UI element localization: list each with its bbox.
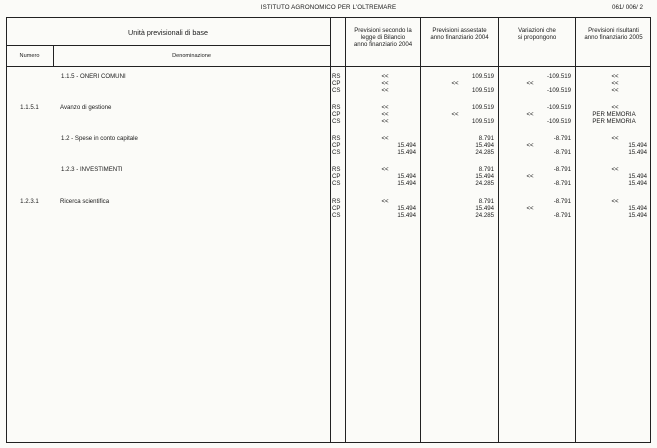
cell-variazioni: -8.791	[553, 212, 571, 220]
cell-prev-bilancio: 15.494	[397, 212, 416, 220]
cell-prev-bilancio: <<	[381, 118, 389, 126]
row-numero: 1.2.3.1	[20, 198, 39, 205]
upb-header: Unità previsionali di base	[128, 28, 208, 37]
cell-prev-bilancio: <<	[381, 87, 389, 95]
denominazione-header: Denominazione	[172, 53, 211, 59]
row-tipo: CP	[332, 205, 341, 213]
col-variazioni-header: Variazioni che si propongono	[517, 27, 557, 41]
cell-prev-risultanti: PER MEMORIA	[592, 111, 636, 119]
row-tipo: RS	[332, 135, 341, 142]
cell-variazioni: <<	[526, 205, 534, 213]
cell-prev-risultanti: PER MEMORIA	[592, 118, 636, 126]
cell-prev-risultanti: <<	[611, 87, 619, 95]
cell-variazioni: -8.791	[553, 198, 571, 205]
divider-col3	[575, 17, 576, 443]
row-tipo: CP	[332, 111, 341, 119]
cell-variazioni: -8.791	[553, 166, 571, 173]
cell-prev-assestate: 109.519	[471, 87, 494, 95]
row-tipo: RS	[332, 73, 341, 80]
row-tipo: CS	[332, 118, 341, 126]
row-tipo: CP	[332, 142, 341, 150]
row-numero: 1.1.5.1	[20, 104, 39, 111]
cell-prev-bilancio: <<	[381, 135, 389, 142]
cell-prev-assestate: 8.791	[478, 198, 494, 205]
cell-prev-assestate: 15.494	[475, 205, 494, 213]
cell-prev-risultanti: 15.494	[628, 180, 647, 188]
cell-prev-bilancio: <<	[381, 80, 389, 88]
row-tipo: RS	[332, 166, 341, 173]
cell-prev-bilancio: <<	[381, 104, 389, 111]
cell-prev-risultanti: <<	[611, 104, 619, 111]
col-prev-bilancio-header: Previsioni secondo la legge di Bilancio anno finanziario 2004	[353, 27, 413, 48]
cell-prev-risultanti: <<	[611, 198, 619, 205]
cell-prev-assestate: 24.285	[475, 149, 494, 157]
cell-variazioni: -8.791	[553, 135, 571, 142]
cell-prev-risultanti: 15.494	[628, 212, 647, 220]
cell-prev-assestate: <<	[451, 111, 459, 119]
row-tipo: CS	[332, 87, 341, 95]
cell-variazioni: <<	[526, 173, 534, 181]
table-frame	[6, 17, 651, 443]
cell-variazioni: <<	[526, 80, 534, 88]
divider-col1	[420, 17, 421, 443]
col-prev-assestate-header: Previsioni assestate anno finanziario 2004	[430, 27, 489, 41]
cell-prev-risultanti: 15.494	[628, 149, 647, 157]
row-denominazione: Avanzo di gestione	[60, 104, 112, 111]
cell-prev-risultanti: 15.494	[628, 142, 647, 150]
cell-prev-assestate: 109.519	[471, 104, 494, 111]
cell-prev-risultanti: <<	[611, 135, 619, 142]
row-tipo: CS	[332, 180, 341, 188]
cell-prev-bilancio: <<	[381, 73, 389, 80]
page-reference: 061/ 006/ 2	[612, 4, 643, 11]
cell-prev-assestate: 8.791	[478, 135, 494, 142]
divider-type	[345, 17, 346, 443]
document-title: ISTITUTO AGRONOMICO PER L'OLTREMARE	[260, 4, 397, 11]
cell-prev-bilancio: <<	[381, 198, 389, 205]
cell-prev-risultanti: <<	[611, 166, 619, 173]
cell-variazioni: -8.791	[553, 149, 571, 157]
row-tipo: CS	[332, 149, 341, 157]
cell-variazioni: -109.519	[546, 104, 571, 111]
row-denominazione: 1.2.3 - INVESTIMENTI	[61, 166, 123, 173]
divider-upb	[330, 17, 331, 443]
cell-prev-assestate: 109.519	[471, 118, 494, 126]
cell-prev-risultanti: 15.494	[628, 173, 647, 181]
row-tipo: RS	[332, 104, 341, 111]
row-tipo: RS	[332, 198, 341, 205]
cell-prev-assestate: 109.519	[471, 73, 494, 80]
col-prev-risultanti-header: Previsioni risultanti anno finanziario 2005	[584, 27, 643, 41]
row-denominazione: 1.2 - Spese in conto capitale	[61, 135, 138, 142]
cell-variazioni: -109.519	[546, 118, 571, 126]
cell-variazioni: -109.519	[546, 87, 571, 95]
row-tipo: CP	[332, 173, 341, 181]
cell-prev-bilancio: 15.494	[397, 142, 416, 150]
row-tipo: CS	[332, 212, 341, 220]
cell-prev-assestate: 24.285	[475, 180, 494, 188]
rule-upb-header	[6, 45, 330, 46]
cell-prev-bilancio: <<	[381, 166, 389, 173]
cell-prev-bilancio: 15.494	[397, 173, 416, 181]
rule-header-bottom	[6, 66, 651, 67]
cell-variazioni: -109.519	[546, 73, 571, 80]
row-tipo: CP	[332, 80, 341, 88]
cell-prev-assestate: 15.494	[475, 142, 494, 150]
cell-prev-risultanti: <<	[611, 73, 619, 80]
divider-col2	[498, 17, 499, 443]
cell-prev-bilancio: 15.494	[397, 180, 416, 188]
cell-prev-bilancio: <<	[381, 111, 389, 119]
row-denominazione: 1.1.5 - ONERI COMUNI	[61, 73, 126, 80]
row-denominazione: Ricerca scientifica	[60, 198, 110, 205]
cell-prev-risultanti: <<	[611, 80, 619, 88]
cell-variazioni: <<	[526, 111, 534, 119]
cell-prev-risultanti: 15.494	[628, 205, 647, 213]
numero-header: Numero	[19, 53, 40, 59]
cell-prev-assestate: 24.285	[475, 212, 494, 220]
cell-prev-assestate: <<	[451, 80, 459, 88]
cell-prev-bilancio: 15.494	[397, 149, 416, 157]
cell-prev-bilancio: 15.494	[397, 205, 416, 213]
cell-prev-assestate: 8.791	[478, 166, 494, 173]
cell-variazioni: -8.791	[553, 180, 571, 188]
cell-prev-assestate: 15.494	[475, 173, 494, 181]
cell-variazioni: <<	[526, 142, 534, 150]
